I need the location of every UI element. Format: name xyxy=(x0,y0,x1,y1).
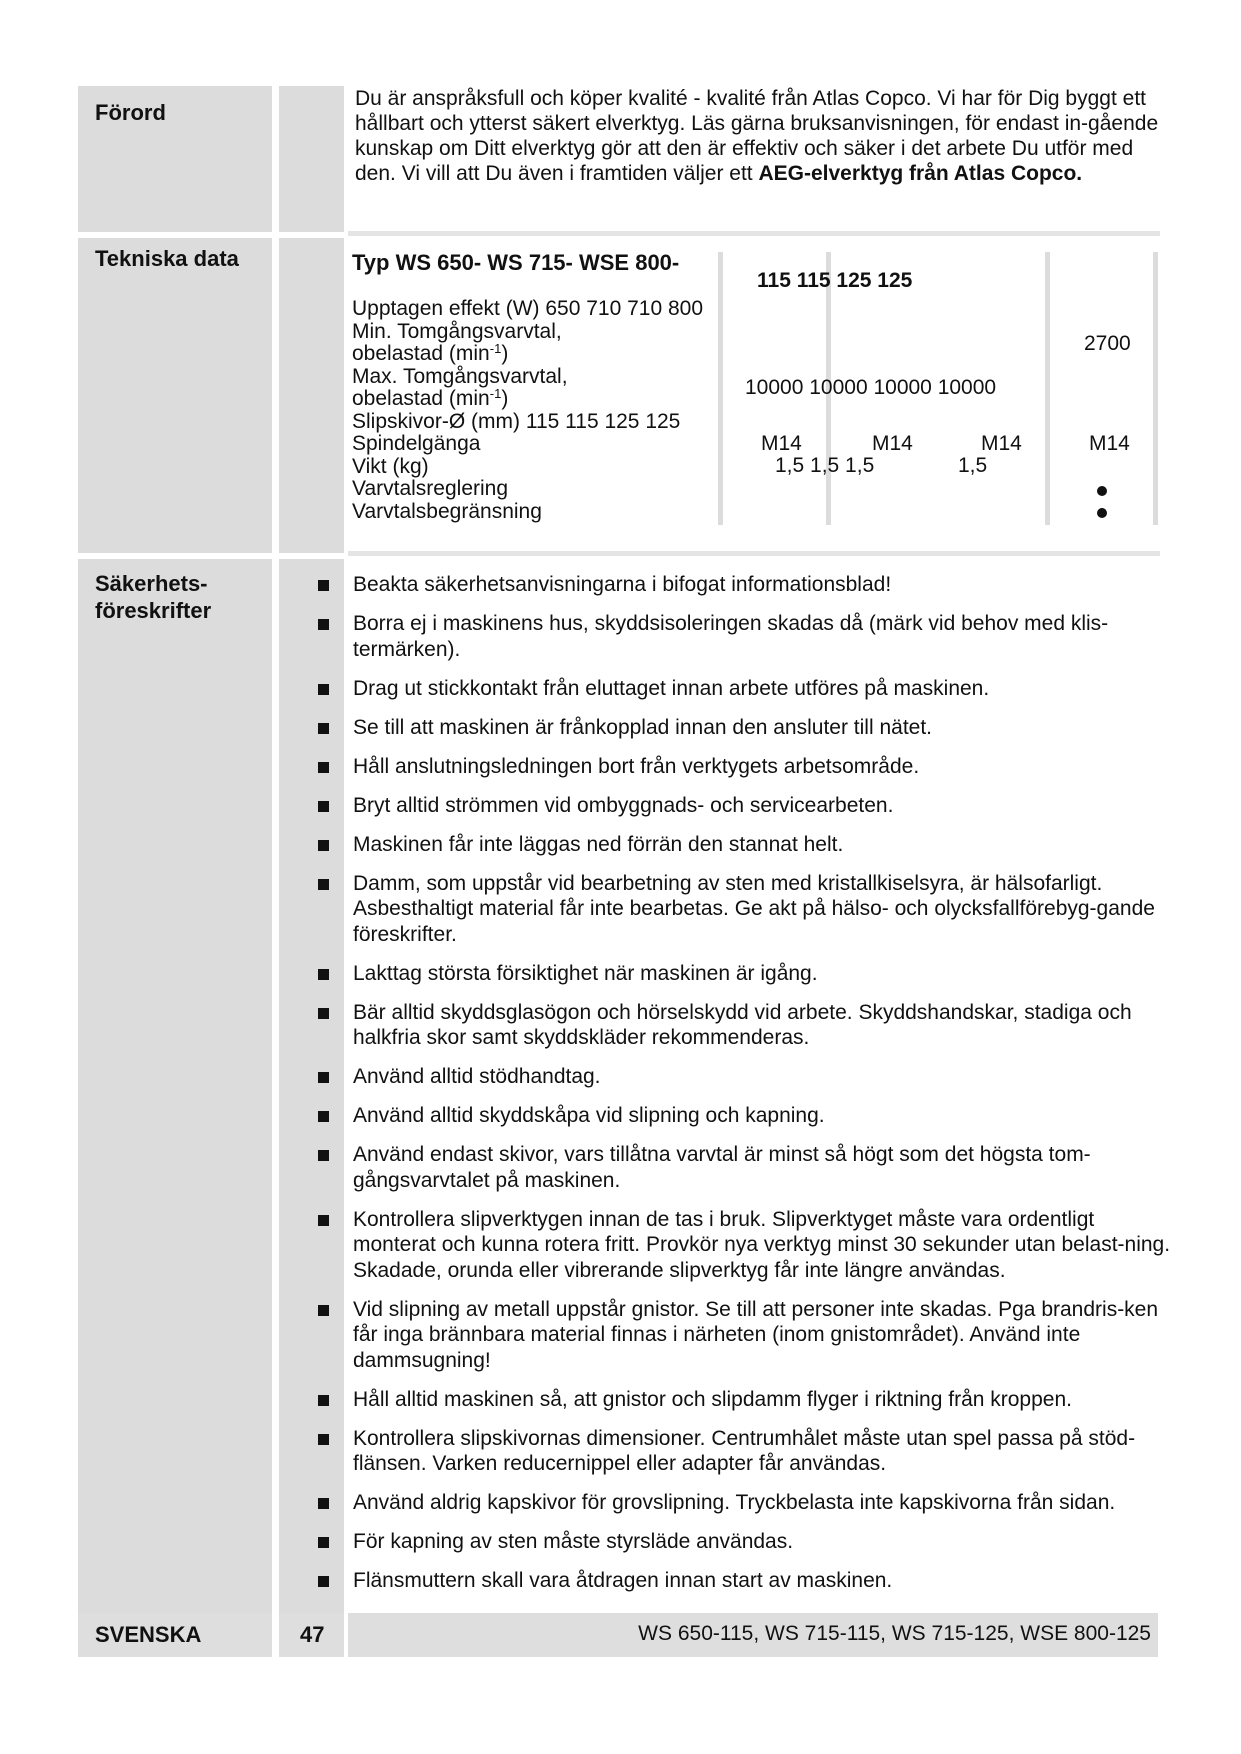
val-thread-1: M14 xyxy=(761,432,802,455)
safety-item-text: Kontrollera slipskivornas dimensioner. Centrumhålet måste utan spel passa på stöd-flänsen. Varken reducernippel eller adapter får användas. xyxy=(353,1426,1136,1475)
tech-col-line xyxy=(1045,252,1050,525)
safety-item xyxy=(318,676,1180,702)
speed-limit-dot-icon xyxy=(1097,508,1107,518)
val-thread-4: M14 xyxy=(1089,432,1130,455)
safety-label-line2: föreskrifter xyxy=(95,598,212,623)
row-disc: Slipskivor-Ø (mm) 115 115 125 125 xyxy=(352,409,681,433)
safety-item-text: Vid slipning av metall uppstår gnistor. Se till att personer inte skadas. Pga brandris-ken får inga brännbara material finnas i närheten (inom gnistområdet). Använd inte dammsugning! xyxy=(353,1297,1159,1372)
row-min-1: Min. Tomgångsvarvtal, xyxy=(352,319,562,343)
tech-rule xyxy=(348,551,1160,556)
bullet-square-icon xyxy=(318,1008,329,1019)
bullet-square-icon xyxy=(318,1150,329,1161)
safety-item-text: Bryt alltid strömmen vid ombyggnads- och servicearbeten. xyxy=(353,793,894,817)
foreword-body: Du är anspråksfull och köper kvalité - kvalité från Atlas Copco. Vi har för Dig byggt ett hållbart och ytterst säkert elverktyg. Läs gärna bruksanvisningen, för endast in-gående kunskap om Ditt elverktyg gör att den är effektiv och säker i det arbete Du utför med den. Vi vill att Du även i framtiden väljer ett xyxy=(355,87,1159,185)
safety-item xyxy=(318,961,1180,987)
row-max-2: obelastad $(\min^{-1})$ xyxy=(352,386,509,410)
row-min-2: obelastad $(\min^{-1})$ xyxy=(352,341,509,365)
row-speed-lim: Varvtalsbegränsning xyxy=(352,499,542,523)
safety-list xyxy=(318,572,1180,1607)
row-max-1: Max. Tomgångsvarvtal, xyxy=(352,364,568,388)
val-thread-2: M14 xyxy=(872,432,913,455)
foreword-bold: AEG-elverktyg från Atlas Copco. xyxy=(758,162,1083,185)
footer-gap xyxy=(272,1613,279,1657)
footer-models: WS 650-115, WS 715-115, WS 715-125, WSE 800-125 xyxy=(638,1622,1151,1645)
val-weight-4: 1,5 xyxy=(958,454,988,477)
row-power: Upptagen effekt (W) 650 710 710 800 xyxy=(352,297,704,320)
bullet-square-icon xyxy=(318,684,329,695)
foreword-rule xyxy=(348,231,1160,236)
val-thread-3: M14 xyxy=(981,432,1022,455)
tech-col-line xyxy=(1153,252,1158,525)
safety-item xyxy=(318,1529,1180,1555)
safety-item xyxy=(318,1297,1180,1374)
safety-item-text: Använd aldrig kapskivor för grovslipning. Tryckbelasta inte kapskivorna från sidan. xyxy=(353,1491,1116,1514)
bullet-square-icon xyxy=(318,1395,329,1406)
safety-item-text: Se till att maskinen är frånkopplad innan den ansluter till nätet. xyxy=(353,715,933,739)
safety-item-text: Flänsmuttern skall vara åtdragen innan start av maskinen. xyxy=(353,1569,893,1592)
tech-col-line xyxy=(718,252,723,525)
foreword-label: Förord xyxy=(95,100,166,125)
safety-item-text: Kontrollera slipverktygen innan de tas i bruk. Slipverktyget måste vara ordentligt monterat och kunna rotera fritt. Provkör nya verktyg minst 30 sekunder utan belast-ning. Skadade, orunda eller vibrerande slipverktyg får inte längre användas. xyxy=(353,1207,1171,1282)
safety-item xyxy=(318,1490,1180,1516)
safety-item xyxy=(318,1064,1180,1090)
safety-item xyxy=(318,611,1180,662)
val-weight-123: 1,5 1,5 1,5 xyxy=(775,454,875,477)
val-max-speed: 10000 10000 10000 10000 xyxy=(745,376,997,399)
bullet-square-icon xyxy=(318,1576,329,1587)
safety-item-text: Borra ej i maskinens hus, skyddsisoleringen skadas då (märk vid behov med klis-termärken). xyxy=(353,612,1109,661)
bullet-square-icon xyxy=(318,762,329,773)
safety-item-text: Bär alltid skyddsglasögon och hörselskydd vid arbete. Skyddshandskar, stadiga och halkfria skor samt skyddskläder rekommenderas. xyxy=(353,1000,1132,1049)
footer-gap xyxy=(344,1613,348,1657)
safety-item xyxy=(318,1000,1180,1051)
row-weight: Vikt (kg) xyxy=(352,454,429,478)
bullet-square-icon xyxy=(318,840,329,851)
bullet-square-icon xyxy=(318,619,329,630)
safety-item xyxy=(318,871,1180,948)
bullet-square-icon xyxy=(318,723,329,734)
safety-item-text: För kapning av sten måste styrsläde användas. xyxy=(353,1530,794,1553)
safety-item-text: Håll anslutningsledningen bort från verktygets arbetsområde. xyxy=(353,754,920,778)
safety-label-line1: Säkerhets- xyxy=(95,571,208,596)
row-thread: Spindelgänga xyxy=(352,432,481,455)
bullet-square-icon xyxy=(318,879,329,890)
bullet-square-icon xyxy=(318,1434,329,1445)
section-divider xyxy=(78,232,344,238)
row-speed-reg: Varvtalsreglering xyxy=(352,477,509,500)
safety-label xyxy=(95,570,211,624)
bullet-square-icon xyxy=(318,801,329,812)
safety-item xyxy=(318,754,1180,780)
bullet-square-icon xyxy=(318,1537,329,1548)
tech-type-header: Typ WS 650- WS 715- WSE 800- xyxy=(352,250,680,275)
footer-language: SVENSKA xyxy=(95,1622,202,1647)
tech-labels xyxy=(352,298,703,523)
safety-item-text: Använd alltid stödhandtag. xyxy=(353,1065,601,1088)
safety-item xyxy=(318,1207,1180,1284)
footer-page-number: 47 xyxy=(300,1622,325,1647)
bullet-square-icon xyxy=(318,969,329,980)
safety-item xyxy=(318,1387,1180,1413)
tech-data-label: Tekniska data xyxy=(95,246,239,271)
safety-item xyxy=(318,1142,1180,1193)
safety-item-text: Beakta säkerhetsanvisningarna i bifogat informationsblad! xyxy=(353,573,892,596)
bullet-square-icon xyxy=(318,1305,329,1316)
safety-item-text: Håll alltid maskinen så, att gnistor och slipdamm flyger i riktning från kroppen. xyxy=(353,1387,1072,1411)
section-divider xyxy=(78,553,344,559)
safety-item xyxy=(318,832,1180,858)
safety-item-text: Lakttag största försiktighet när maskinen är igång. xyxy=(353,961,818,985)
safety-item xyxy=(318,1103,1180,1129)
foreword-text xyxy=(355,86,1170,186)
safety-item xyxy=(318,572,1180,598)
bullet-square-icon xyxy=(318,1111,329,1122)
tech-col-header: 115 115 125 125 xyxy=(757,269,913,292)
speed-regulation-dot-icon xyxy=(1097,486,1107,496)
bullet-square-icon xyxy=(318,1215,329,1226)
label-column xyxy=(78,86,272,1616)
safety-item-text: Damm, som uppstår vid bearbetning av sten med kristallkiselsyra, är hälsofarligt. Asbesthaltigt material får inte bearbetas. Ge akt på hälso- och olycksfallförebyg-gande föreskrifter. xyxy=(353,871,1155,946)
safety-item-text: Drag ut stickkontakt från eluttaget innan arbete utföres på maskinen. xyxy=(353,676,990,700)
safety-item xyxy=(318,793,1180,819)
safety-item-text: Använd alltid skyddskåpa vid slipning och kapning. xyxy=(353,1104,825,1127)
safety-item xyxy=(318,1568,1180,1594)
safety-item-text: Använd endast skivor, vars tillåtna varvtal är minst så högt som det högsta tom-gångsvarvtalet på maskinen. xyxy=(353,1143,1091,1192)
safety-item xyxy=(318,1426,1180,1477)
bullet-square-icon xyxy=(318,1498,329,1509)
val-min-speed: 2700 xyxy=(1084,332,1131,355)
bullet-square-icon xyxy=(318,580,329,591)
safety-item-text: Maskinen får inte läggas ned förrän den stannat helt. xyxy=(353,832,844,856)
safety-item xyxy=(318,715,1180,741)
bullet-square-icon xyxy=(318,1072,329,1083)
